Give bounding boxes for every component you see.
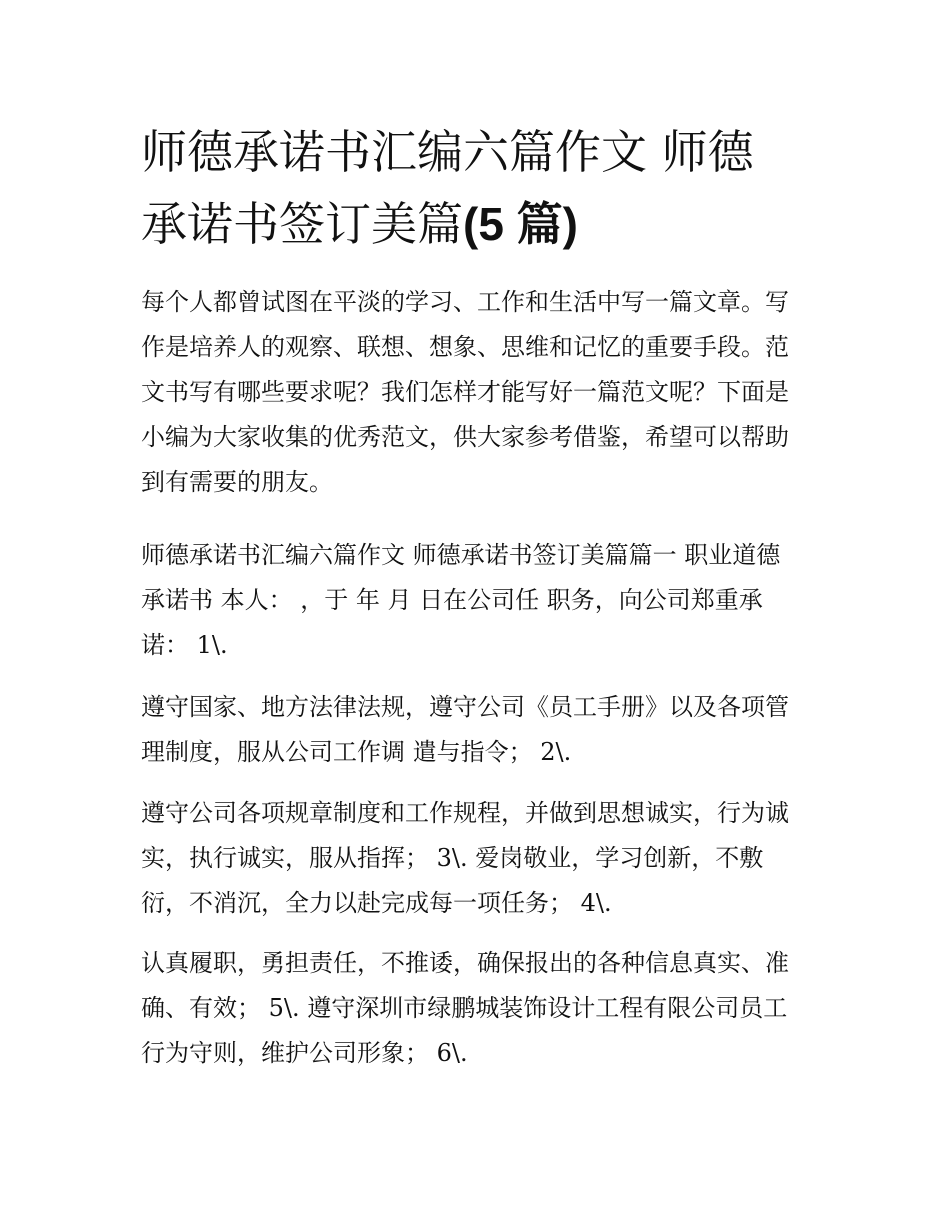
- document-title: [141, 116, 821, 260]
- pledge-paragraph-2: 遵守国家、地方法律法规，遵守公司《员工手册》以及各项管 理制度，服从公司工作调 遣与指令； 2\.: [141, 693, 789, 766]
- pledge-paragraph-1: 师德承诺书汇编六篇作文 师德承诺书签订美篇篇一 职业道德 承诺书 本人： ，于 年 月 日在公司任 职务，向公司郑重承 诺： 1\.: [141, 541, 781, 659]
- intro-paragraph: 每个人都曾试图在平淡的学习、工作和生活中写一篇文章。写 作是培养人的观察、联想、想象、思维和记忆的重要手段。范 文书写有哪些要求呢？我们怎样才能写好一篇范文呢？下面是 小编为大家收集的优秀范文，供大家参考借鉴，希望可以帮助 到有需要的朋友。: [141, 288, 789, 496]
- title-line-1: 师德承诺书汇编六篇作文 师德: [141, 125, 754, 179]
- title-line-2-count: (5 篇): [463, 198, 578, 250]
- pledge-paragraph-3: 遵守公司各项规章制度和工作规程，并做到思想诚实，行为诚 实，执行诚实，服从指挥； 3\. 爱岗敬业，学习创新，不敷 衍，不消沉，全力以赴完成每一项任务； 4\.: [141, 799, 789, 917]
- pledge-paragraph-4: 认真履职，勇担责任，不推诿，确保报出的各种信息真实、准 确、有效； 5\. 遵守深圳市绿鹏城装饰设计工程有限公司员工 行为守则，维护公司形象； 6\.: [141, 949, 789, 1067]
- title-line-2-text: 承诺书签订美篇: [141, 197, 463, 251]
